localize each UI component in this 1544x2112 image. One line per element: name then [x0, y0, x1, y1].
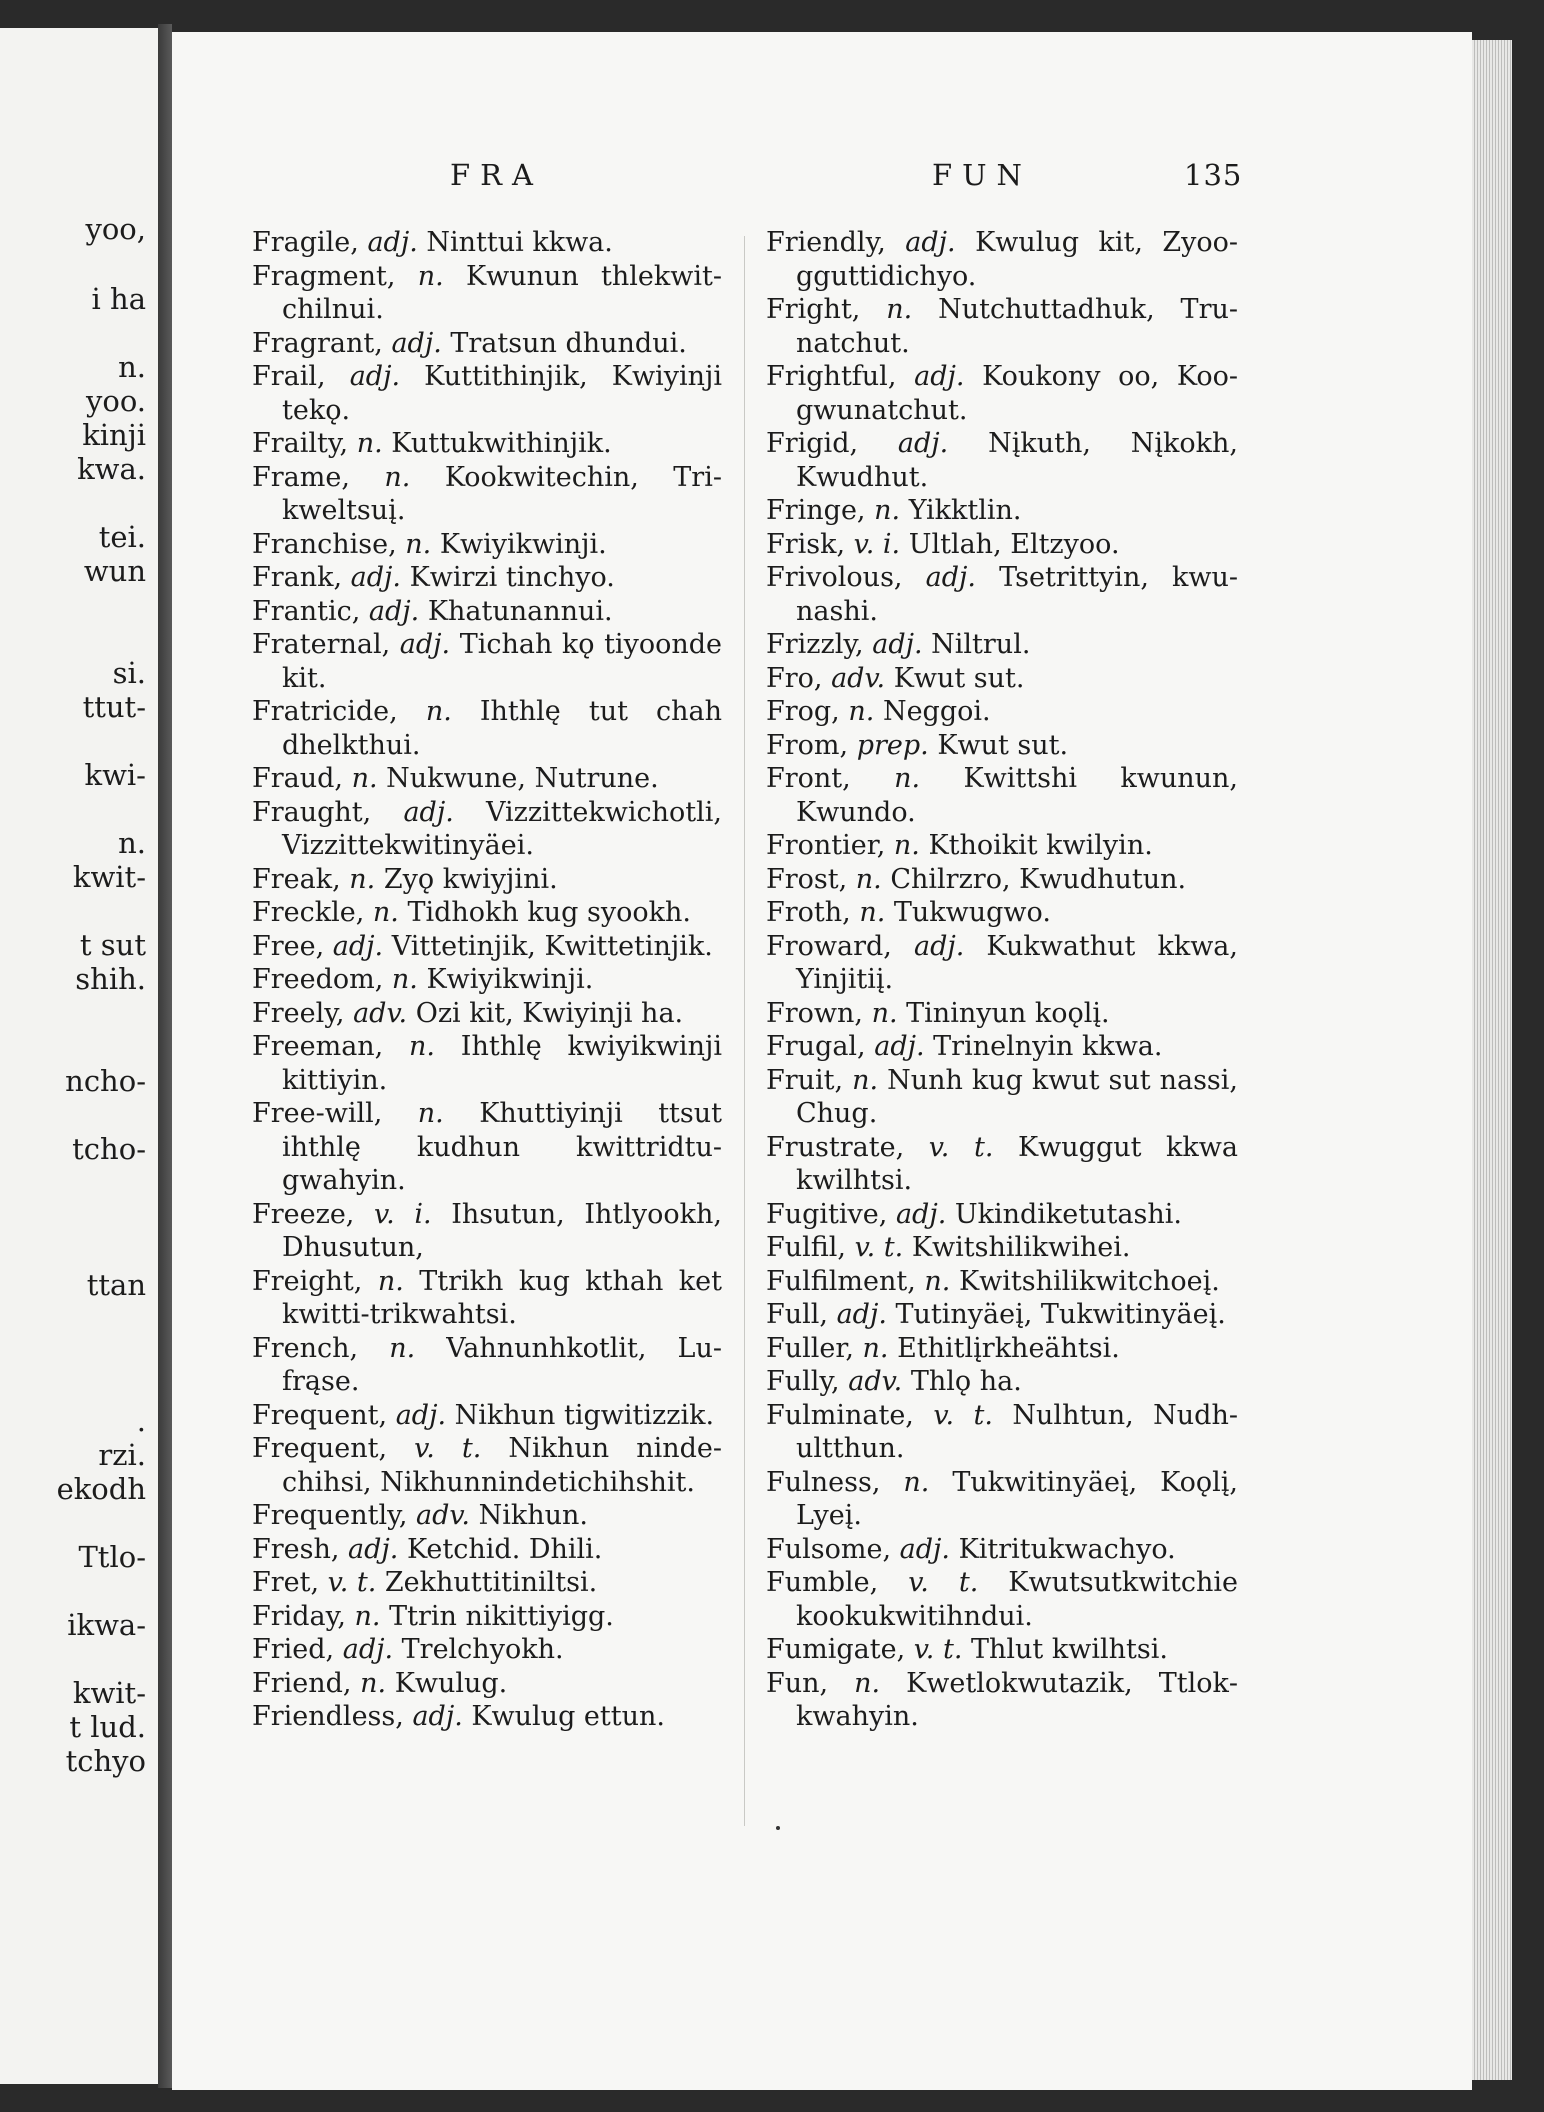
previous-page-fragment: rzi. [98, 1438, 146, 1472]
definition: Chilrzro, Kwudhutun. [890, 863, 1187, 895]
part-of-speech: n. [356, 428, 383, 459]
dictionary-entry [252, 1566, 722, 1600]
dictionary-entry [766, 1064, 1238, 1131]
right-column [766, 226, 1238, 1734]
previous-page-fragment: . [136, 1404, 146, 1438]
part-of-speech: adj. [914, 361, 965, 392]
definition: Ihthlę kwiyikwinji kittiyin. [282, 1031, 722, 1096]
part-of-speech: adj. [895, 1198, 947, 1230]
headword: Friendly, [766, 227, 886, 258]
definition: Koukony oo, Koogwunatchut. [796, 361, 1238, 426]
dictionary-entry [252, 930, 722, 964]
ink-speck [776, 1826, 780, 1830]
dictionary-entry [252, 1633, 722, 1667]
headword: Frontier, [766, 830, 886, 861]
headword: Fun, [766, 1667, 829, 1699]
definition: Nukwune, Nutrune. [386, 763, 659, 794]
headword: Frequently, [252, 1500, 408, 1531]
headword: Fringe, [766, 495, 866, 526]
definition: Zyǫ kwiyjini. [383, 863, 558, 895]
part-of-speech: n. [377, 1265, 404, 1297]
headword: Fully, [766, 1366, 840, 1397]
dictionary-entry [252, 1700, 722, 1734]
previous-page-fragment: kinji [82, 418, 146, 452]
part-of-speech: n. [349, 863, 376, 895]
part-of-speech: n. [871, 997, 898, 1029]
definition: Trinelnyin kkwa. [933, 1031, 1163, 1062]
headword: Frost, [766, 863, 848, 895]
headword: Full, [766, 1299, 828, 1330]
previous-page-fragment: n. [118, 350, 146, 384]
previous-page-fragment: wun [83, 554, 146, 588]
headword: Freckle, [252, 897, 365, 928]
dictionary-entry [252, 226, 722, 260]
part-of-speech: adj. [874, 1031, 925, 1062]
dictionary-entry [252, 1499, 722, 1533]
part-of-speech: n. [874, 495, 901, 526]
previous-page-fragment: kwit- [72, 1676, 146, 1710]
part-of-speech: n. [417, 260, 444, 292]
previous-page-fragment: si. [112, 656, 146, 690]
dictionary-entry [252, 695, 722, 762]
definition: Kwut sut. [893, 662, 1025, 694]
dictionary-entry [252, 461, 722, 528]
column-divider [744, 236, 745, 1826]
part-of-speech: adj. [342, 1634, 394, 1665]
dictionary-entry [766, 762, 1238, 829]
dictionary-entry [766, 1667, 1238, 1734]
dictionary-entry [766, 561, 1238, 628]
part-of-speech: adj. [348, 1533, 399, 1565]
part-of-speech: adj. [925, 562, 976, 593]
dictionary-entry [766, 1533, 1238, 1567]
dictionary-entry [766, 494, 1238, 528]
definition: Tukwitinyäeį, Koǫlį, Lyeį. [796, 1466, 1238, 1531]
dictionary-entry [252, 1667, 722, 1701]
definition: Ethitlįrkheähtsi. [897, 1332, 1120, 1364]
previous-page-fragment: tchyo [65, 1744, 146, 1778]
headword: Fret, [252, 1567, 320, 1598]
headword: Fulsome, [766, 1533, 892, 1565]
part-of-speech: n. [893, 830, 920, 861]
part-of-speech: prep. [856, 729, 929, 761]
part-of-speech: n. [425, 696, 452, 727]
definition: Vittetinjik, Kwittetinjik. [391, 930, 713, 962]
dictionary-entry [766, 997, 1238, 1031]
part-of-speech: n. [886, 294, 913, 325]
headword: Fragment, [252, 260, 396, 292]
definition: Ozi kit, Kwiyinji ha. [415, 997, 684, 1029]
previous-page-fragment: n. [118, 826, 146, 860]
dictionary-entry [252, 1600, 722, 1634]
previous-page-edge [0, 28, 158, 2084]
headword: Freely, [252, 997, 345, 1029]
definition: Zekhuttitiniltsi. [384, 1567, 598, 1598]
headword: Fragile, [252, 227, 359, 258]
headword: Frizzly, [766, 629, 864, 660]
headword: Frivolous, [766, 562, 903, 593]
dictionary-entry [766, 1633, 1238, 1667]
part-of-speech: adv. [848, 1366, 903, 1397]
headword: Freeze, [252, 1198, 355, 1230]
part-of-speech: n. [391, 964, 418, 995]
part-of-speech: adj. [399, 629, 451, 660]
definition: Thlǫ ha. [910, 1366, 1022, 1397]
dictionary-entry [252, 896, 722, 930]
part-of-speech: v. t. [913, 1634, 963, 1665]
definition: Ihsutun, Ihtlyookh, Dhusutun, [282, 1198, 722, 1263]
definition: Niltrul. [931, 629, 1031, 660]
headword: Free-will, [252, 1098, 383, 1129]
part-of-speech: adj. [872, 629, 923, 660]
dictionary-entry [252, 427, 722, 461]
dictionary-entry [766, 360, 1238, 427]
dictionary-entry [252, 1533, 722, 1567]
part-of-speech: adj. [368, 595, 420, 627]
previous-page-fragment: ekodh [56, 1472, 146, 1506]
definition: Tukwugwo. [893, 897, 1051, 928]
part-of-speech: n. [409, 1031, 436, 1062]
definition: Kwuggut kkwa kwilhtsi. [796, 1131, 1238, 1196]
headword: Freight, [252, 1265, 363, 1297]
headword: Freedom, [252, 964, 384, 995]
dictionary-entry [252, 796, 722, 863]
definition: Khuttiyinji ttsut ihthlę kudhun kwittridtugwahyin. [282, 1098, 722, 1196]
part-of-speech: adj. [332, 930, 384, 962]
dictionary-entry [252, 1030, 722, 1097]
dictionary-entry [252, 1399, 722, 1433]
dictionary-entry [766, 1131, 1238, 1198]
part-of-speech: n. [859, 897, 886, 928]
part-of-speech: v. t. [908, 1567, 979, 1598]
part-of-speech: n. [862, 1332, 889, 1364]
dictionary-entry [252, 863, 722, 897]
dictionary-entry [252, 528, 722, 562]
previous-page-fragment: yoo. [85, 384, 146, 418]
headword: Fraternal, [252, 629, 391, 660]
part-of-speech: n. [417, 1098, 444, 1129]
definition: Ultlah, Eltzyoo. [908, 528, 1120, 560]
part-of-speech: v. t. [414, 1433, 482, 1464]
dictionary-entry [252, 1432, 722, 1499]
definition: Kwiyikwinji. [426, 964, 594, 995]
definition: Ttrikh kug kthah ket kwitti-trikwahtsi. [282, 1265, 722, 1330]
dictionary-entry [252, 628, 722, 695]
headword: Friday, [252, 1600, 346, 1632]
part-of-speech: n. [854, 1667, 881, 1699]
part-of-speech: adj. [350, 562, 402, 593]
part-of-speech: v. i. [374, 1198, 432, 1230]
dictionary-entry [766, 863, 1238, 897]
part-of-speech: n. [852, 1064, 879, 1096]
definition: Kwutsutkwitchie kookukwitihndui. [796, 1567, 1238, 1632]
definition: Kuttithinjik, Kwiyinji tekǫ. [282, 361, 722, 426]
definition: Kwetlokwutazik, Ttlokkwahyin. [796, 1667, 1238, 1732]
definition: Kthoikit kwilyin. [928, 830, 1153, 861]
part-of-speech: v. t. [854, 1232, 904, 1263]
headword: Frame, [252, 461, 350, 493]
headword: Frequent, [252, 1399, 388, 1431]
definition: Kukwathut kkwa, Yinjitiį. [796, 930, 1238, 995]
dictionary-entry [766, 1365, 1238, 1399]
dictionary-entry [252, 360, 722, 427]
part-of-speech: v. t. [933, 1399, 993, 1431]
dictionary-entry [252, 1097, 722, 1198]
definition: Vizzittekwichotli, Vizzittekwitinyäei. [282, 796, 722, 861]
headword: Friend, [252, 1667, 352, 1699]
definition: Nulhtun, Nudhultthun. [796, 1399, 1238, 1464]
headword: Frequent, [252, 1433, 388, 1464]
definition: Ihthlę tut chah dhelkthui. [282, 696, 722, 761]
dictionary-entry [252, 997, 722, 1031]
part-of-speech: v. t. [928, 1131, 994, 1163]
previous-page-fragment: tei. [98, 520, 146, 554]
previous-page-fragment: kwit- [72, 860, 146, 894]
part-of-speech: n. [855, 863, 882, 895]
headword: Frightful, [766, 361, 897, 392]
left-column [252, 226, 722, 1734]
definition: Kwut sut. [937, 729, 1069, 761]
definition: Kuttukwithinjik. [391, 428, 612, 459]
headword: Frisk, [766, 528, 846, 560]
headword: Fumble, [766, 1567, 879, 1598]
headword: Frantic, [252, 595, 361, 627]
definition: Ttrin nikittiyigg. [389, 1600, 614, 1632]
headword: Fulfil, [766, 1232, 846, 1263]
dictionary-entry [766, 930, 1238, 997]
definition: Neggoi. [882, 696, 991, 727]
definition: Khatunannui. [427, 595, 613, 627]
definition: Trelchyokh. [401, 1634, 564, 1665]
headword: Freak, [252, 863, 341, 895]
headword: Fumigate, [766, 1634, 906, 1665]
previous-page-fragment: ncho- [65, 1064, 146, 1098]
headword: Frail, [252, 361, 326, 392]
definition: Thlut kwilhtsi. [971, 1634, 1168, 1665]
dictionary-entry [766, 829, 1238, 863]
headword: Fried, [252, 1634, 335, 1665]
part-of-speech: adv. [416, 1500, 471, 1531]
dictionary-entry [766, 293, 1238, 360]
previous-page-fragment: i ha [91, 282, 146, 316]
page-number: 135 [1184, 158, 1243, 192]
dictionary-entry [766, 1566, 1238, 1633]
dictionary-entry [252, 327, 722, 361]
dictionary-entry [766, 1332, 1238, 1366]
book-gutter [158, 24, 172, 2088]
headword: Front, [766, 763, 851, 794]
part-of-speech: n. [903, 1466, 930, 1498]
previous-page-fragment: kwi- [84, 758, 146, 792]
headword: Fulness, [766, 1466, 881, 1498]
dictionary-entry [766, 1466, 1238, 1533]
previous-page-fragment: yoo, [85, 212, 146, 246]
part-of-speech: n. [848, 696, 875, 727]
headword: Froth, [766, 897, 851, 928]
part-of-speech: adv. [831, 662, 886, 694]
definition: Kwulug kit, Zyoogguttidichyo. [796, 227, 1238, 292]
headword: Frugal, [766, 1031, 866, 1062]
headword: Frustrate, [766, 1131, 905, 1163]
headword: Freeman, [252, 1031, 384, 1062]
definition: Kwunun thlekwitchilnui. [282, 260, 722, 325]
headword: Fraught, [252, 796, 372, 828]
headword: Free, [252, 930, 325, 962]
headword: Frigid, [766, 428, 859, 459]
part-of-speech: adj. [913, 930, 965, 962]
previous-page-fragment: Ttlo- [78, 1540, 146, 1574]
definition: Tratsun dhundui. [450, 327, 687, 359]
definition: Nikhun. [478, 1500, 588, 1531]
definition: Kwitshilikwihei. [911, 1232, 1131, 1263]
definition: Kwulug. [394, 1667, 508, 1699]
previous-page-fragment: ttan [86, 1268, 146, 1302]
part-of-speech: adj. [349, 361, 401, 392]
headword: Fratricide, [252, 696, 398, 727]
dictionary-entry [252, 1332, 722, 1399]
definition: Kitritukwachyo. [958, 1533, 1176, 1565]
part-of-speech: n. [894, 763, 921, 794]
definition: Ukindiketutashi. [954, 1198, 1182, 1230]
definition: Nutchuttadhuk, Trunatchut. [796, 294, 1238, 359]
previous-page-fragment: ikwa- [67, 1608, 146, 1642]
dictionary-entry [252, 561, 722, 595]
headword: From, [766, 729, 849, 761]
page-stack-edge [1472, 40, 1512, 2080]
part-of-speech: n. [372, 897, 399, 928]
headword: Frog, [766, 696, 840, 727]
headword: Fraud, [252, 763, 343, 794]
definition: Kwiyikwinji. [439, 528, 607, 560]
headword: Fulminate, [766, 1399, 914, 1431]
dictionary-entry [766, 427, 1238, 494]
part-of-speech: n. [360, 1667, 387, 1699]
previous-page-fragment: t sut [79, 928, 146, 962]
definition: Tininyun koǫlį. [906, 997, 1110, 1029]
dictionary-entry [766, 695, 1238, 729]
previous-page-fragment: t lud. [69, 1710, 146, 1744]
definition: Tichah kǫ tiyoonde kit. [282, 629, 722, 694]
definition: Kwirzi tinchyo. [409, 562, 615, 593]
previous-page-fragment: ttut- [82, 690, 146, 724]
definition: Nikhun nindechihsi, Nikhunnindetichihshit. [282, 1433, 722, 1498]
definition: Tidhokh kug syookh. [407, 897, 691, 928]
headword: Fugitive, [766, 1198, 888, 1230]
part-of-speech: n. [389, 1332, 416, 1364]
headword: Friendless, [252, 1701, 404, 1732]
dictionary-entry [252, 1265, 722, 1332]
definition: Nunh kug kwut sut nassi, Chug. [796, 1064, 1238, 1129]
part-of-speech: n. [924, 1265, 951, 1297]
dictionary-entry [252, 762, 722, 796]
definition: Nikhun tigwitizzik. [454, 1399, 715, 1431]
headword: Fruit, [766, 1064, 844, 1096]
dictionary-entry [766, 896, 1238, 930]
definition: Yikktlin. [908, 495, 1022, 526]
dictionary-entry [766, 628, 1238, 662]
part-of-speech: n. [351, 763, 378, 794]
headword: Fuller, [766, 1332, 854, 1364]
dictionary-entry [766, 729, 1238, 763]
definition: Kookwitechin, Trikweltsuį. [282, 461, 722, 526]
headword: Fulfilment, [766, 1265, 916, 1297]
dictionary-entry [766, 226, 1238, 293]
headword: Frank, [252, 562, 343, 593]
part-of-speech: adj. [836, 1299, 887, 1330]
definition: Tutinyäeį, Tukwitinyäeį. [895, 1299, 1226, 1330]
part-of-speech: adj. [897, 428, 949, 459]
definition: Kwittshi kwunun, Kwundo. [796, 763, 1238, 828]
headword: Franchise, [252, 528, 397, 560]
definition: Vahnunhkotlit, Lufrąse. [282, 1332, 722, 1397]
dictionary-entry [766, 1030, 1238, 1064]
part-of-speech: adj. [403, 796, 454, 828]
definition: Nįkuth, Nįkokh, Kwudhut. [796, 428, 1238, 493]
headword: Fragrant, [252, 327, 383, 359]
headword: Frown, [766, 997, 863, 1029]
part-of-speech: adj. [391, 327, 442, 359]
dictionary-entry [252, 595, 722, 629]
dictionary-entry [766, 662, 1238, 696]
headword: Fresh, [252, 1533, 340, 1565]
definition: Tsetrittyin, kwunashi. [796, 562, 1238, 627]
dictionary-entry [766, 1265, 1238, 1299]
dictionary-entry [766, 1231, 1238, 1265]
definition: Kwulug ettun. [471, 1701, 665, 1732]
part-of-speech: adj. [395, 1399, 447, 1431]
part-of-speech: adj. [412, 1701, 463, 1732]
part-of-speech: n. [384, 461, 411, 493]
part-of-speech: adj. [905, 227, 956, 258]
definition: Ninttui kkwa. [426, 227, 613, 258]
part-of-speech: n. [405, 528, 432, 560]
definition: Kwitshilikwitchoeį. [958, 1265, 1220, 1297]
part-of-speech: v. i. [853, 528, 901, 560]
part-of-speech: adj. [899, 1533, 950, 1565]
previous-page-fragment: shih. [75, 962, 146, 996]
headword: Fright, [766, 294, 861, 325]
running-head-left: FRA [450, 158, 543, 192]
previous-page-fragment: kwa. [77, 452, 146, 486]
dictionary-entry [252, 1198, 722, 1265]
dictionary-entry [766, 1399, 1238, 1466]
dictionary-entry [766, 1298, 1238, 1332]
dictionary-entry [252, 260, 722, 327]
headword: Fro, [766, 662, 823, 694]
part-of-speech: v. t. [327, 1567, 377, 1598]
dictionary-entry [766, 1198, 1238, 1232]
headword: French, [252, 1332, 359, 1364]
part-of-speech: adj. [367, 227, 418, 258]
headword: Froward, [766, 930, 892, 962]
definition: Ketchid. Dhili. [406, 1533, 603, 1565]
part-of-speech: n. [354, 1600, 381, 1632]
headword: Frailty, [252, 428, 349, 459]
dictionary-entry [252, 963, 722, 997]
dictionary-entry [766, 528, 1238, 562]
running-head-right: FUN [932, 158, 1032, 192]
part-of-speech: adv. [353, 997, 408, 1029]
previous-page-fragment: tcho- [72, 1132, 146, 1166]
